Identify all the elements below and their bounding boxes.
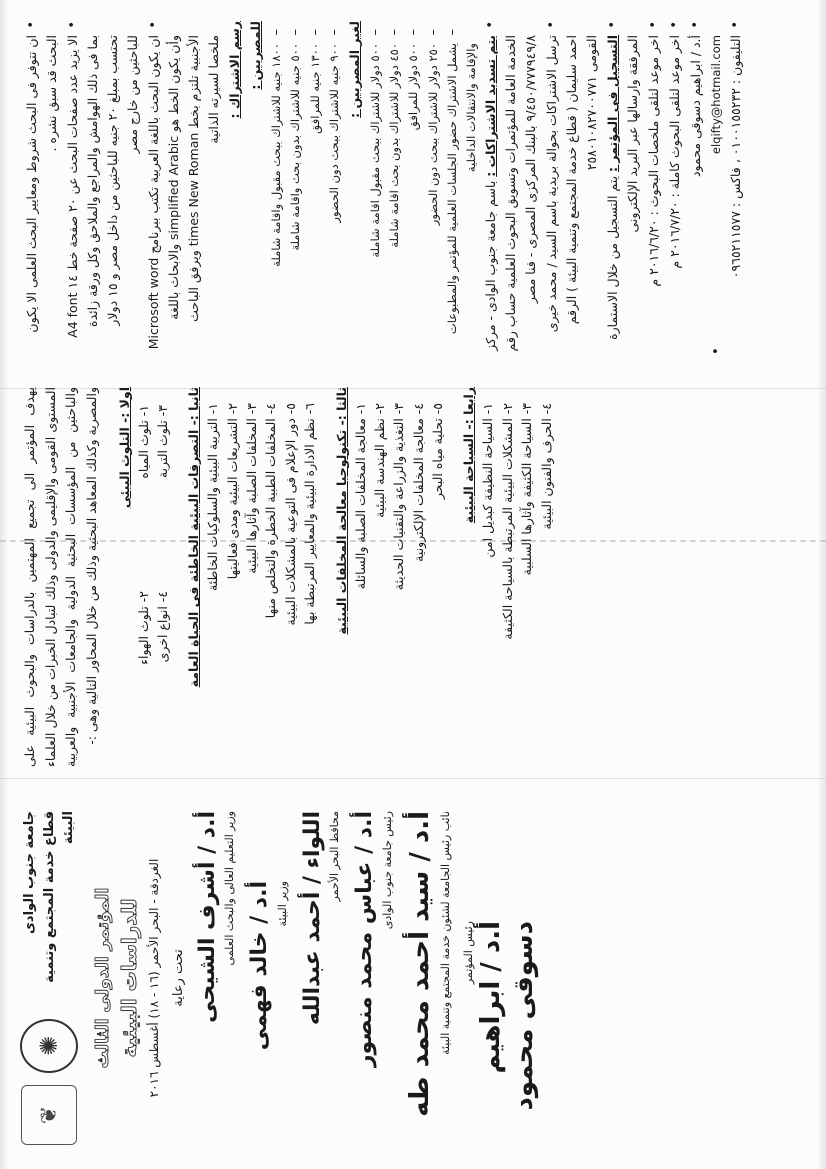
dignitary xyxy=(246,811,289,1145)
register-text: يتم التسجيل من خلال الاستمارة المرفقة وارسالها عبر البريد الإلكترونى xyxy=(604,35,640,340)
dignitary-name: أ.د / خالد فهمى xyxy=(247,881,273,1051)
condition-item: • ان يكون البحث باللغة العربية تكتب ببرنامج Microsoft word وأن يكون الخط هو simplified Arabic والابحاث باللغة الأجنبية تلتزم بخط times New Roman ويرفق الباحث ملخصا لسيرته الذاتية xyxy=(144,21,224,353)
egyptians-heading: للمصريين : xyxy=(248,21,263,90)
axis-item: ٦- نظم الادارة البيئية والمعايير المرتبطة بها xyxy=(302,403,318,625)
axis-3-items xyxy=(351,387,448,767)
contact-email[interactable]: • elqifty@hotmail.com xyxy=(707,21,725,353)
axis-title-4: رابعا :- السياحة البيئية xyxy=(461,387,477,524)
dignitary xyxy=(299,811,342,1145)
dignitary-title: رئيس جامعة جنوب الوادى xyxy=(380,811,394,930)
cover-panel xyxy=(0,793,826,1153)
axes-panel xyxy=(0,377,826,777)
conditions-panel xyxy=(0,13,826,363)
axis-title-1: اولا :- التلوث البيئى xyxy=(116,387,132,509)
deadline-full: • اخر موعد لتلقى البحوث كاملة : ٢٠١٦/٧/٢٠ م xyxy=(665,21,685,353)
egyptian-fee: – ٥٠٠ جنيه للاشتراك بدون بحث واقامة شاملة xyxy=(286,21,304,353)
register-heading: التسجيل فى المؤتمر : xyxy=(604,35,620,172)
axis-item: ٥- دور الإعلام فى التوعية بالمشكلات البيئية xyxy=(282,403,298,626)
axis-title-3: ثالثا :- تكنولوجيا معالجة المخلفات البيئية xyxy=(333,387,349,635)
axis-item: ٣- التغذية والزراعة والتقنيات الحديثة xyxy=(391,403,407,591)
condition-item: • ان تتوفر فى البحث شروط ومعايير البحث العلمى الا يكون البحث قد سبق نشره . xyxy=(22,21,62,353)
patronage-label: تحت رعاية xyxy=(170,949,186,1007)
university-name: جامعة جنوب الوادى xyxy=(22,811,37,934)
axis-item: ٤- معالجة المخلفات الإلكترونية xyxy=(410,403,426,562)
axis-4-items xyxy=(478,387,556,767)
axis-1-items xyxy=(134,405,173,767)
foreigner-fee: – ٥٠٠ دولار للاشتراك ببحث مقبول اقامة شاملة xyxy=(366,21,384,353)
header-row xyxy=(20,811,79,1145)
axis-item: ٣- المخلفات الصلبة وآثارها البيئية xyxy=(244,403,259,574)
axis-item: ١- تلوث المياه xyxy=(135,405,151,479)
conference-place-date: الغردقة - البحر الأحمر (١٦ - ١٨) أغسطس ٢٠١٦ xyxy=(146,858,161,1098)
dignitary-title: نائب رئيس الجامعة لشئون خدمة المجتمع وتنمية البيئة xyxy=(438,811,452,1055)
axis-item: ٤- الحرف والفنون البيئية xyxy=(538,403,554,530)
send-item: • ترسل الاشتراكات بحوالة بريدية باسم السيد / محمد خيرى احمد سليمان ( قطاع خدمة المجتمع وتنمية البيئة ) الرقم القومى ٢٥٨٠١٠٨٢٧٠٠٧٧١ xyxy=(542,21,602,353)
axis-item: ٢- المشكلات البيئية المرتبطة بالسياحة الكثيفة xyxy=(499,403,515,640)
dignitary-name: أ.د / عباس محمد منصور xyxy=(352,811,378,1068)
condition-item: • الا يزيد عدد صفحات البحث عن ٢٠ صفحة خط ١٤ A4 font بما فى ذلك الهوامش والمراجع والملاحق وكل ورقة زائدة تحتسب بمبلغ ٢٠ جنيه للباحثين من داخل مصر و ١٥ دولار للباحثين من خارج مصر xyxy=(63,21,143,353)
axis-item: ٣- تلوث التربة xyxy=(154,405,170,479)
payment-item xyxy=(481,21,541,353)
conference-title: المؤتمر الدولى الثالث xyxy=(92,887,113,1069)
dignitary-title: محافظ البحر الأحمر xyxy=(328,811,342,902)
axis-item: ١- التربية البيئية والسلوكيات الخاطئة xyxy=(205,403,221,592)
payment-heading: يتم تسديد الاشتراكات : xyxy=(482,35,498,177)
dignitary-title: وزير التعليم العالى والبحث العلمى xyxy=(223,811,237,966)
dignitary-name: أ.د / أشرف الشيحى xyxy=(194,811,220,1023)
president-name: أ.د / ابراهيم دسوقى محمود xyxy=(475,921,540,1111)
conference-logo-icon: ❦ xyxy=(21,1085,77,1145)
foreigners-heading: لغير المصريين : xyxy=(346,21,362,118)
axis-title-2: ثانيا :- التصرفات البيئية الخاطئة فى الحياة العامة xyxy=(186,387,202,688)
university-block xyxy=(20,811,79,1007)
axis-item: ٢- نظم الهندسة البيئية xyxy=(371,403,387,518)
contact-phone: • التليفون : ٠١٠٠١٥٥٢٣٢ ، فاكس : ٠٩٦٥٢١١٥٧٧ xyxy=(726,21,746,353)
university-logo-icon: ✺ xyxy=(20,1019,78,1073)
fees-heading: رسم الاشتراك : xyxy=(227,21,242,119)
axis-item: ٥- تحلية مياه البحر xyxy=(430,403,445,500)
conference-president xyxy=(462,811,543,1145)
foreigner-fee: – ٥٠٠ دولار للمرافق xyxy=(404,21,422,353)
conference-subtitle: للدراسات البيئية xyxy=(116,898,141,1058)
axis-item: ٣- السياحة الكثيفة وآثارها السلبية xyxy=(519,403,535,576)
dignitary xyxy=(194,811,237,1145)
axis-item: ٢- تلوث الهواء xyxy=(135,591,151,665)
conditions-list xyxy=(22,21,746,353)
president-label: رئيس المؤتمر xyxy=(461,921,475,985)
dignitary-name: اللواء / أحمد عبدالله xyxy=(299,811,325,1026)
sector-name: قطاع خدمة المجتمع وتنمية البيئة xyxy=(41,811,76,983)
contact-name: • أ.د / ابراهيم دسوقى محمود xyxy=(686,21,706,353)
egyptian-fee: – ١٨٠٠ جنيه للاشتراك ببحث مقبول واقامة شاملة xyxy=(267,21,285,353)
payment-text: باسم جامعة جنوب الوادى - مركز الخدمة العامة للمؤتمرات وتسويق البحوث العلمية حساب رقم ٩/٤٥٠/٧٧٧٩٤٩/٨ بالبنك المركزى المصرى - فنا مصر xyxy=(482,35,538,352)
axis-item: ٢- التشريعات البيئية ومدى فعاليتها xyxy=(224,403,240,580)
axis-item: ١- معالجة المخلفات الصلبة والسائلة xyxy=(352,403,368,590)
register-item xyxy=(603,21,643,353)
fees-note: – يشمل الاشتراك حضور الجلسات العلمية للمؤتمر والمطبوعات والإقامة والانتقالات الداخلية xyxy=(443,21,480,353)
dignitary xyxy=(404,811,452,1145)
dignitary-name: أ.د / سيد أحمد محمد طه xyxy=(404,811,435,1117)
dignitary xyxy=(351,811,394,1145)
intro-paragraph: يهدف المؤتمر الى تجميع المهتمين بالدراسات والبحوث البيئية على المستوى القومى والإقليمى والدولى وذلك لتبادل الخبرات من خلال العلماء والباحثين من المؤسسات البحثية الدولية والجامعات الأجنبية والعربية والمصرية وكذلك المعاهد البحثية وذلك من خلال المحاور التالية وهى :- xyxy=(22,387,99,767)
deadline-abstracts: • اخر موعد لتلقى ملخصات البحوث : ٢٠١٦/٦/٢٠ م xyxy=(644,21,664,353)
foreigner-fee: – ٤٥٠ دولار للاشتراك بدون بحث اقامة شاملة xyxy=(385,21,403,353)
egyptian-fee: – ٩٠٠ جنيه للاشتراك ببحث دون الحضور xyxy=(325,21,343,353)
axis-item: ٤- المخلفات الطبية الخطرة والتخلص منها xyxy=(263,403,279,619)
foreigner-fee: – ٢٥٠ دولار للاشتراك ببحث دون الحضور xyxy=(424,21,442,353)
dignitary-title: وزير البيئة xyxy=(275,881,289,927)
egyptian-fee: – ١٣٠٠ جنيه للمرافق xyxy=(306,21,324,353)
axis-item: ٤- انواع اخرى xyxy=(154,591,170,663)
axis-2-items xyxy=(203,387,319,767)
axis-item: ١- السياحة النظيفة كبديل امن xyxy=(480,403,496,558)
